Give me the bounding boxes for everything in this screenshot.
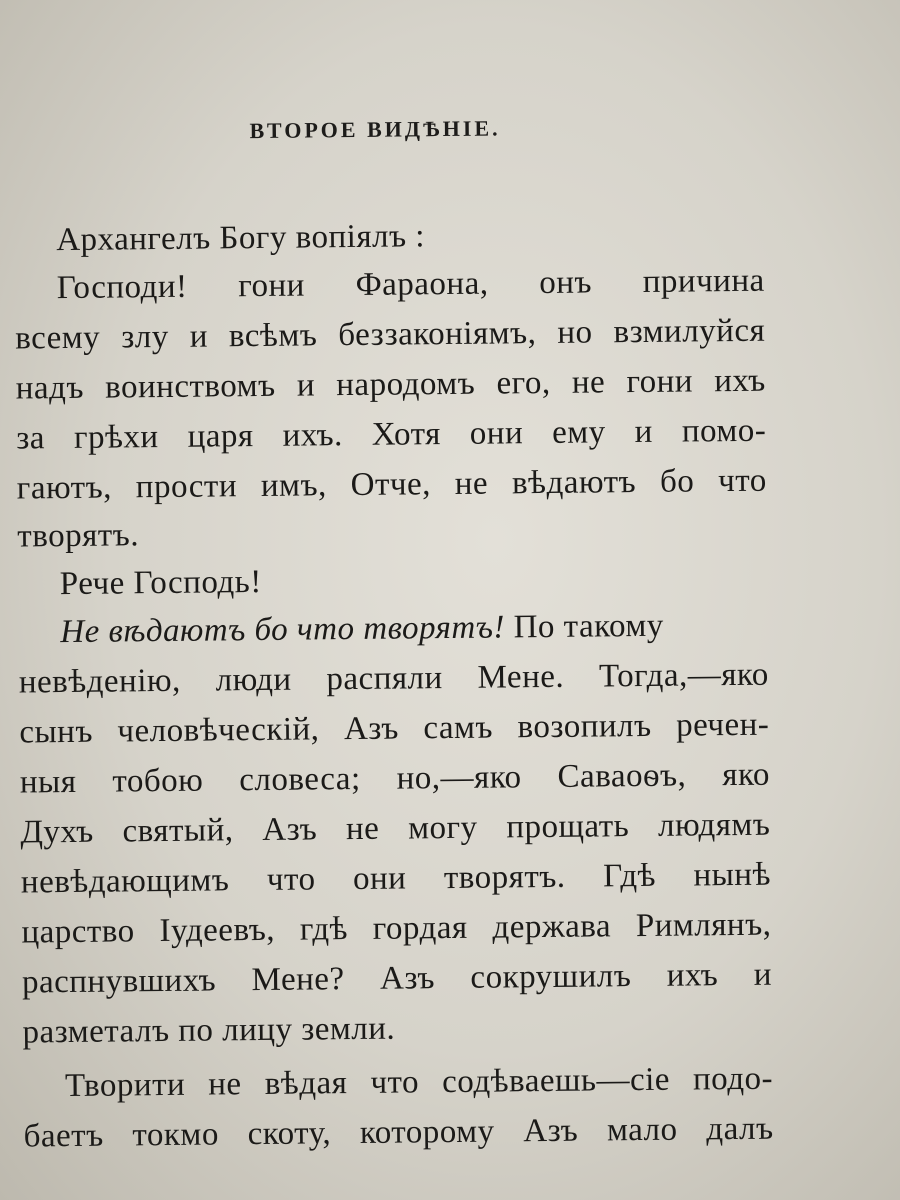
text-line: гаютъ, прости имъ, Отче, не вѣдаютъ бо что [16, 462, 767, 507]
text-line: всему злу и всѣмъ беззаконіямъ, но взмилуйся [15, 312, 766, 357]
text-line: распнувшихъ Мене? Азъ сокрушилъ ихъ и [21, 956, 773, 1001]
text-line: невѣдающимъ что они творятъ. Гдѣ нынѣ [20, 856, 772, 901]
text-line: Рече Господь! [59, 563, 262, 603]
italic-quote: Не вѣдаютъ бо что творятъ! [60, 609, 506, 651]
text-line: невѣденію, люди распяли Мене. Тогда,—яко [18, 656, 769, 701]
text-line: Духъ святый, Азъ не могу прощать людямъ [20, 806, 771, 851]
text-line: сынъ человѣческій, Азъ самъ возопилъ речен- [19, 706, 770, 751]
text-line: царство Іудеевъ, гдѣ гордая держава Римлянъ, [21, 906, 772, 951]
text-line: творятъ. [17, 517, 140, 555]
text-line: Творити не вѣдая что содѣваешь—сіе подо- [64, 1060, 774, 1105]
chapter-heading: ВТОРОЕ ВИДѢНІЕ. [249, 115, 501, 144]
text-line [60, 608, 664, 651]
text-line: за грѣхи царя ихъ. Хотя они ему и помо- [16, 412, 767, 457]
text-line: ныя тобою словеса; но,—яко Саваоѳъ, яко [19, 756, 771, 801]
text-line: Господи! гони Фараона, онъ причина [56, 262, 765, 307]
text-line: разметалъ по лицу земли. [22, 1010, 396, 1051]
text-line: надъ воинствомъ и народомъ его, не гони ихъ [15, 362, 766, 407]
text-line: баетъ токмо скоту, которому Азъ мало далъ [23, 1110, 774, 1155]
text-fragment: По такому [513, 607, 664, 646]
text-line: Архангелъ Богу вопіялъ : [56, 218, 426, 259]
